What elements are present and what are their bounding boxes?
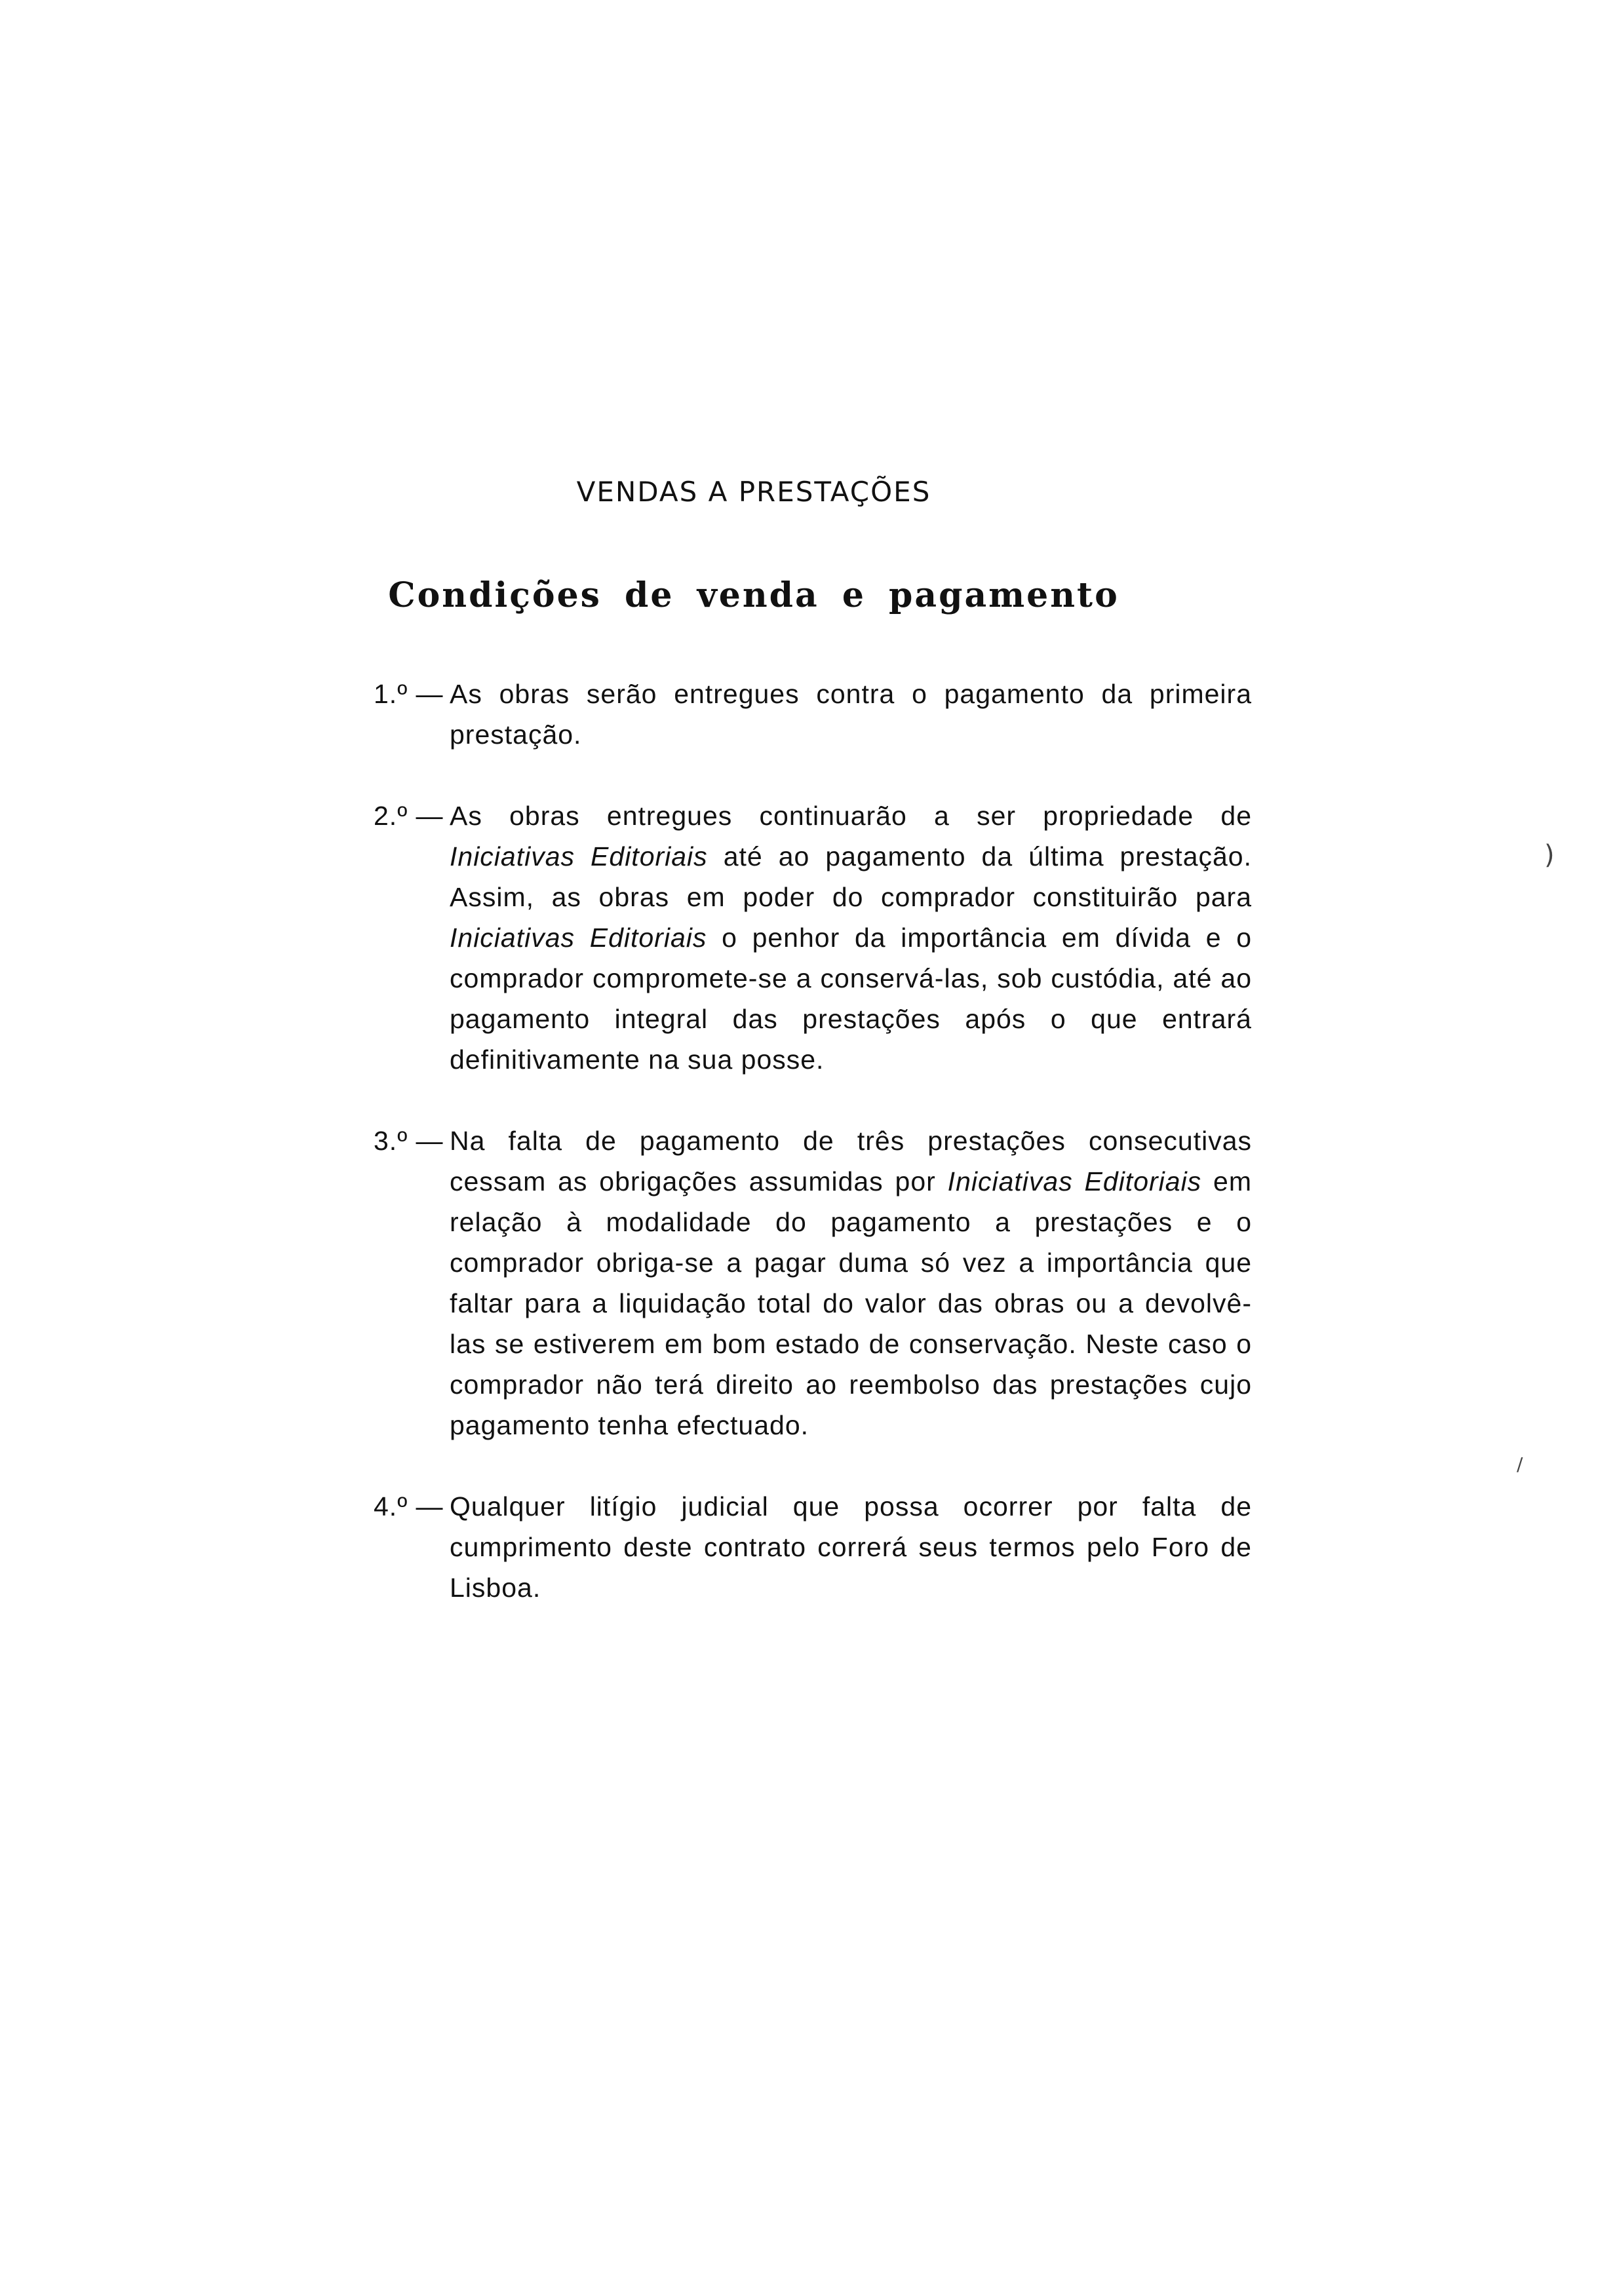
margin-mark: ) [1544,840,1555,870]
publisher-name: Iniciativas Editoriais [947,1166,1202,1196]
clause-number: 2.º — [374,801,444,831]
clause-number: 1.º — [374,679,444,709]
publisher-name: Iniciativas Editoriais [450,841,708,871]
clause-number: 3.º — [374,1126,444,1156]
document-title: Condições de venda e pagamento [388,575,1119,615]
publisher-name: Iniciativas Editoriais [450,923,707,953]
clause-4 [374,1486,1252,1608]
margin-mark: / [1517,1453,1523,1475]
clause-number: 4.º — [374,1491,444,1521]
document-heading: VENDAS A PRESTAÇÕES [576,476,931,508]
clause-text: As obras serão entregues contra o pagamento da primeira prestação. [450,679,1252,750]
clause-3 [374,1120,1252,1445]
clause-text: Qualquer litígio judicial que possa ocorrer por falta de cumprimento deste contrato correrá seus termos pelo Foro de Lisboa. [450,1491,1252,1603]
clause-text: Na falta de pagamento de três prestações consecutivas cessam as obrigações assumidas por Iniciativas Editoriais em relação à modalidade do pagamento a prestações e o comprador obriga-se a pagar duma só vez a importância que faltar para a liquidação total do valor das obras ou a devolvê-las se estiverem em bom estado de conservação. Neste caso o comprador não terá direito ao reembolso das prestações cujo pagamento tenha efectuado. [450,1126,1252,1440]
clause-list [374,674,1252,1649]
clause-text: As obras entregues continuarão a ser propriedade de Iniciativas Editoriais até ao pagamento da última prestação. Assim, as obras em poder do comprador constituirão para Iniciativas Editoriais o penhor da importância em dívida e o comprador compromete-se a conservá-las, sob custódia, até ao pagamento integral das prestações após o que entrará definitivamente na sua posse. [450,801,1253,1075]
clause-2 [374,795,1252,1080]
clause-1 [374,674,1252,755]
